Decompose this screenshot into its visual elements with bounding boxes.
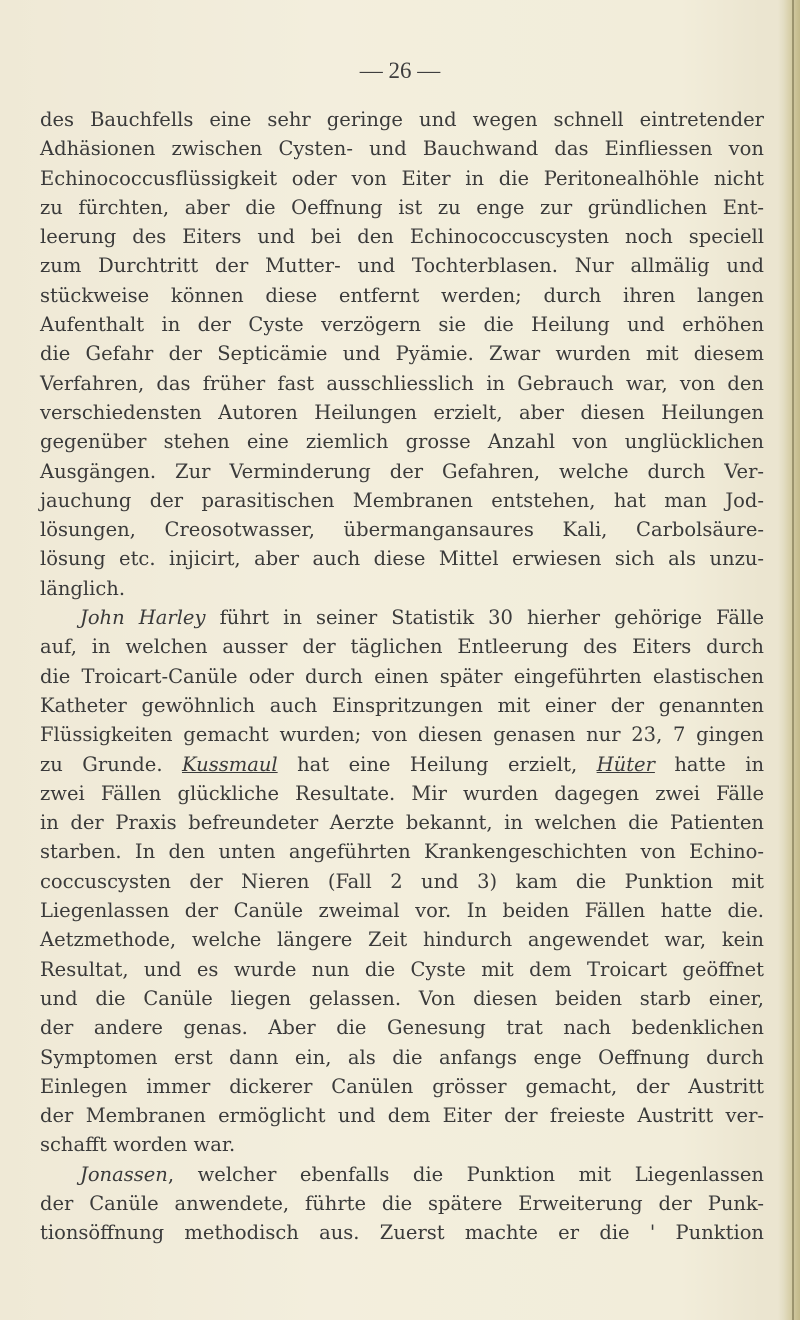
page-edge xyxy=(778,0,800,1320)
text-line: Einlegen immer dickerer Canülen grösser gemacht, der Austritt xyxy=(40,1074,764,1098)
text-line: Aetzmethode, welche längere Zeit hindurch angewendet war, kein xyxy=(40,928,764,952)
author-name: John Harley xyxy=(80,606,206,630)
paragraph-start-line xyxy=(40,1160,764,1189)
author-name: Jonassen xyxy=(80,1162,168,1186)
text-line: Liegenlassen der Canüle zweimal vor. In beiden Fällen hatte die. xyxy=(40,899,764,923)
text-line: Resultat, und es wurde nun die Cyste mit dem Troicart geöffnet xyxy=(40,957,764,981)
text-line: die Troicart-Canüle oder durch einen später eingeführten elastischen xyxy=(40,664,764,688)
text-line: gegenüber stehen eine ziemlich grosse Anzahl von unglücklichen xyxy=(40,430,764,454)
text-line: der Canüle anwendete, führte die spätere Erweiterung der Punk- xyxy=(40,1191,764,1215)
text-line: leerung des Eiters und bei den Echinococcuscysten noch speciell xyxy=(40,225,764,249)
body-text xyxy=(40,105,764,1248)
text-fragment: , welcher ebenfalls die Punktion mit Liegenlassen xyxy=(167,1162,764,1186)
text-line: die Gefahr der Septicämie und Pyämie. Zwar wurden mit diesem xyxy=(40,342,764,366)
text-line: der andere genas. Aber die Genesung trat nach bedenklichen xyxy=(40,1016,764,1040)
text-line: starben. In den unten angeführten Krankengeschichten von Echino- xyxy=(40,840,764,864)
text-fragment: führt in seiner Statistik 30 hierher gehörige Fälle xyxy=(205,606,764,630)
text-fragment: hat eine Heilung erzielt, xyxy=(277,752,597,776)
text-line: verschiedensten Autoren Heilungen erzielt, aber diesen Heilungen xyxy=(40,400,764,424)
text-line: der Membranen ermöglicht und dem Eiter der freieste Austritt ver- xyxy=(40,1104,764,1128)
text-line: in der Praxis befreundeter Aerzte bekannt, in welchen die Patienten xyxy=(40,811,764,835)
text-line: zum Durchtritt der Mutter- und Tochterblasen. Nur allmälig und xyxy=(40,254,764,278)
text-line: schafft worden war. xyxy=(40,1133,236,1157)
text-line: stückweise können diese entfernt werden; durch ihren langen xyxy=(40,283,764,307)
text-line: Aufenthalt in der Cyste verzögern sie die Heilung und erhöhen xyxy=(40,313,764,337)
page-number: — 26 — xyxy=(359,58,441,83)
text-line: lösungen, Creosotwasser, übermangansaures Kali, Carbolsäure- xyxy=(40,518,764,542)
text-line: Echinococcusflüssigkeit oder von Eiter in die Peritonealhöhle nicht xyxy=(40,166,764,190)
text-line: und die Canüle liegen gelassen. Von diesen beiden starb einer, xyxy=(40,986,764,1010)
paragraph-start-line xyxy=(40,603,764,632)
text-line: länglich. xyxy=(40,576,126,600)
text-line: tionsöffnung methodisch aus. Zuerst machte er die ' Punktion xyxy=(40,1221,764,1245)
text-fragment: zu Grunde. xyxy=(40,752,182,776)
text-line: Verfahren, das früher fast ausschliesslich in Gebrauch war, von den xyxy=(40,371,764,395)
text-line: Ausgängen. Zur Verminderung der Gefahren, welche durch Ver- xyxy=(40,459,764,483)
text-line: Symptomen erst dann ein, als die anfangs enge Oeffnung durch xyxy=(40,1045,764,1069)
page-edge-shadow xyxy=(792,0,794,1320)
text-line: Flüssigkeiten gemacht wurden; von diesen genasen nur 23, 7 gingen xyxy=(40,723,764,747)
author-name: Kussmaul xyxy=(182,752,278,776)
author-name: Hüter xyxy=(596,752,655,776)
text-line: auf, in welchen ausser der täglichen Entleerung des Eiters durch xyxy=(40,635,764,659)
text-fragment: hatte in xyxy=(654,752,765,776)
text-line: coccuscysten der Nieren (Fall 2 und 3) kam die Punktion mit xyxy=(40,869,764,893)
text-line: zu fürchten, aber die Oeffnung ist zu enge zur gründlichen Ent- xyxy=(40,195,764,219)
text-line: Katheter gewöhnlich auch Einspritzungen mit einer der genannten xyxy=(40,693,764,717)
text-line: des Bauchfells eine sehr geringe und wegen schnell eintretender xyxy=(40,108,764,131)
text-line: jauchung der parasitischen Membranen entstehen, hat man Jod- xyxy=(40,488,764,512)
text-line: zwei Fällen glückliche Resultate. Mir wurden dagegen zwei Fälle xyxy=(40,781,764,805)
text-line: lösung etc. injicirt, aber auch diese Mittel erwiesen sich als unzu- xyxy=(40,547,764,571)
text-line-with-authors xyxy=(40,750,764,779)
text-line: Adhäsionen zwischen Cysten- und Bauchwand das Einfliessen von xyxy=(40,137,764,161)
